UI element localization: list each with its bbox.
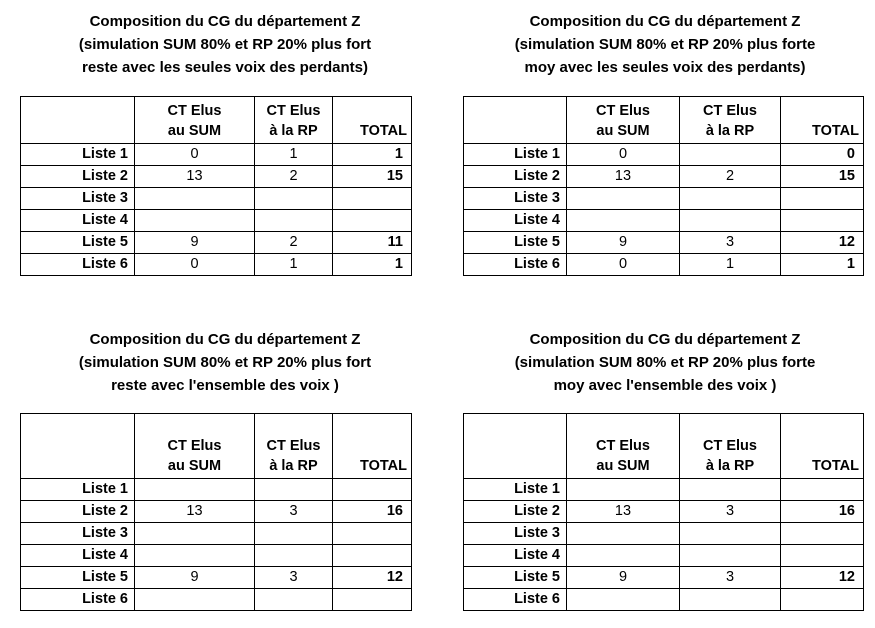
header-ct-sum: CT Elus au SUM — [567, 97, 680, 144]
table-header-row — [464, 97, 864, 144]
row-label: Liste 4 — [21, 210, 135, 232]
cell-sum — [135, 188, 255, 210]
cell-sum — [567, 523, 680, 545]
header-ct-rp: CT Elus à la RP — [255, 414, 333, 479]
row-label: Liste 2 — [21, 166, 135, 188]
title-line: moy avec les seules voix des perdants) — [524, 59, 806, 76]
cell-sum: 9 — [135, 232, 255, 254]
cell-sum — [567, 188, 680, 210]
table-row — [464, 523, 864, 545]
cell-rp — [255, 188, 333, 210]
row-label: Liste 5 — [464, 567, 567, 589]
cell-sum: 13 — [567, 166, 680, 188]
row-label: Liste 4 — [464, 545, 567, 567]
cell-rp — [680, 210, 781, 232]
row-label: Liste 1 — [464, 144, 567, 166]
cell-sum — [135, 545, 255, 567]
row-label: Liste 3 — [464, 523, 567, 545]
header-ct-sum: CT Elus au SUM — [567, 414, 680, 479]
cell-sum — [567, 589, 680, 611]
header-empty-cell — [21, 414, 135, 479]
table-row — [21, 166, 412, 188]
cell-sum — [567, 210, 680, 232]
header-empty-cell — [21, 97, 135, 144]
table-row — [464, 589, 864, 611]
cell-total: 1 — [781, 254, 864, 276]
row-label: Liste 3 — [21, 523, 135, 545]
row-label: Liste 1 — [464, 479, 567, 501]
table-row — [464, 479, 864, 501]
cell-total — [333, 188, 412, 210]
composition-table-bottom-right — [463, 413, 864, 611]
row-label: Liste 6 — [464, 589, 567, 611]
cell-total: 16 — [333, 501, 412, 523]
cell-total: 12 — [781, 232, 864, 254]
cell-rp — [255, 479, 333, 501]
cell-sum: 9 — [567, 232, 680, 254]
cell-rp: 3 — [255, 501, 333, 523]
header-empty-cell — [464, 97, 567, 144]
cell-total — [781, 545, 864, 567]
cell-total: 1 — [333, 144, 412, 166]
cell-rp — [680, 479, 781, 501]
composition-table-bottom-left — [20, 413, 412, 611]
table-header-row — [464, 414, 864, 479]
table-row — [464, 232, 864, 254]
panel-title — [455, 328, 875, 397]
cell-total — [333, 589, 412, 611]
table-header-row — [21, 414, 412, 479]
cell-sum — [135, 589, 255, 611]
cell-rp — [680, 188, 781, 210]
table-row — [464, 501, 864, 523]
composition-table-top-right — [463, 96, 864, 276]
table-row — [21, 479, 412, 501]
table-row — [21, 144, 412, 166]
panel-title — [15, 10, 435, 79]
panel-top-left — [15, 10, 435, 79]
panel-bottom-left — [15, 328, 435, 397]
title-line: Composition du CG du département Z — [529, 331, 801, 348]
cell-rp: 3 — [255, 567, 333, 589]
cell-total — [333, 479, 412, 501]
cell-rp: 3 — [680, 501, 781, 523]
row-label: Liste 3 — [21, 188, 135, 210]
header-total: TOTAL — [333, 414, 412, 479]
cell-sum: 9 — [135, 567, 255, 589]
cell-sum: 0 — [567, 144, 680, 166]
cell-total: 12 — [781, 567, 864, 589]
cell-rp: 2 — [255, 232, 333, 254]
cell-total — [781, 523, 864, 545]
cell-total: 1 — [333, 254, 412, 276]
row-label: Liste 2 — [464, 501, 567, 523]
row-label: Liste 2 — [21, 501, 135, 523]
row-label: Liste 6 — [21, 589, 135, 611]
table-row — [464, 210, 864, 232]
header-total: TOTAL — [781, 97, 864, 144]
title-line: Composition du CG du département Z — [89, 13, 361, 30]
cell-rp — [680, 545, 781, 567]
cell-sum: 13 — [135, 501, 255, 523]
cell-rp: 2 — [255, 166, 333, 188]
panel-title — [455, 10, 875, 79]
cell-rp: 1 — [255, 144, 333, 166]
cell-total — [781, 589, 864, 611]
title-line: (simulation SUM 80% et RP 20% plus fort — [78, 354, 372, 371]
cell-total: 15 — [333, 166, 412, 188]
cell-total: 15 — [781, 166, 864, 188]
row-label: Liste 5 — [464, 232, 567, 254]
header-empty-cell — [464, 414, 567, 479]
cell-rp: 1 — [680, 254, 781, 276]
cell-total — [781, 210, 864, 232]
title-line: (simulation SUM 80% et RP 20% plus forte — [514, 36, 816, 53]
cell-total — [333, 523, 412, 545]
cell-rp — [680, 144, 781, 166]
panel-top-right — [455, 10, 875, 79]
table-row — [21, 545, 412, 567]
table-row — [464, 545, 864, 567]
title-line: Composition du CG du département Z — [89, 331, 361, 348]
title-line: reste avec l'ensemble des voix ) — [111, 377, 339, 394]
cell-sum: 0 — [135, 144, 255, 166]
header-ct-sum: CT Elus au SUM — [135, 414, 255, 479]
cell-sum: 13 — [135, 166, 255, 188]
cell-total: 11 — [333, 232, 412, 254]
title-line: (simulation SUM 80% et RP 20% plus fort — [78, 36, 372, 53]
cell-sum — [135, 479, 255, 501]
cell-total — [781, 188, 864, 210]
table-row — [21, 589, 412, 611]
table-row — [21, 523, 412, 545]
cell-sum — [567, 545, 680, 567]
row-label: Liste 4 — [21, 545, 135, 567]
table-row — [464, 567, 864, 589]
cell-rp — [255, 589, 333, 611]
cell-total — [333, 545, 412, 567]
title-line: moy avec l'ensemble des voix ) — [553, 377, 777, 394]
table-row — [21, 254, 412, 276]
row-label: Liste 4 — [464, 210, 567, 232]
table-header-row — [21, 97, 412, 144]
header-ct-rp: CT Elus à la RP — [255, 97, 333, 144]
table-row — [21, 188, 412, 210]
header-total: TOTAL — [333, 97, 412, 144]
header-total: TOTAL — [781, 414, 864, 479]
cell-rp — [255, 523, 333, 545]
header-ct-rp: CT Elus à la RP — [680, 97, 781, 144]
cell-total: 16 — [781, 501, 864, 523]
table-row — [464, 144, 864, 166]
row-label: Liste 5 — [21, 567, 135, 589]
cell-rp: 1 — [255, 254, 333, 276]
cell-sum: 0 — [567, 254, 680, 276]
row-label: Liste 1 — [21, 479, 135, 501]
cell-rp — [255, 545, 333, 567]
cell-rp — [680, 523, 781, 545]
table-row — [21, 501, 412, 523]
table-row — [464, 188, 864, 210]
cell-sum: 9 — [567, 567, 680, 589]
table-row — [464, 254, 864, 276]
row-label: Liste 1 — [21, 144, 135, 166]
title-line: Composition du CG du département Z — [529, 13, 801, 30]
cell-total — [333, 210, 412, 232]
cell-total — [781, 479, 864, 501]
row-label: Liste 3 — [464, 188, 567, 210]
cell-sum — [135, 523, 255, 545]
cell-sum — [567, 479, 680, 501]
cell-rp — [255, 210, 333, 232]
title-line: (simulation SUM 80% et RP 20% plus forte — [514, 354, 816, 371]
table-row — [21, 210, 412, 232]
row-label: Liste 5 — [21, 232, 135, 254]
cell-total: 12 — [333, 567, 412, 589]
header-ct-rp: CT Elus à la RP — [680, 414, 781, 479]
cell-rp — [680, 589, 781, 611]
table-row — [464, 166, 864, 188]
cell-sum: 13 — [567, 501, 680, 523]
table-row — [21, 232, 412, 254]
row-label: Liste 2 — [464, 166, 567, 188]
panel-title — [15, 328, 435, 397]
table-row — [21, 567, 412, 589]
row-label: Liste 6 — [21, 254, 135, 276]
cell-sum: 0 — [135, 254, 255, 276]
cell-total: 0 — [781, 144, 864, 166]
cell-rp: 3 — [680, 567, 781, 589]
composition-table-top-left — [20, 96, 412, 276]
row-label: Liste 6 — [464, 254, 567, 276]
cell-rp: 3 — [680, 232, 781, 254]
cell-sum — [135, 210, 255, 232]
panel-bottom-right — [455, 328, 875, 397]
header-ct-sum: CT Elus au SUM — [135, 97, 255, 144]
cell-rp: 2 — [680, 166, 781, 188]
title-line: reste avec les seules voix des perdants) — [82, 59, 368, 76]
